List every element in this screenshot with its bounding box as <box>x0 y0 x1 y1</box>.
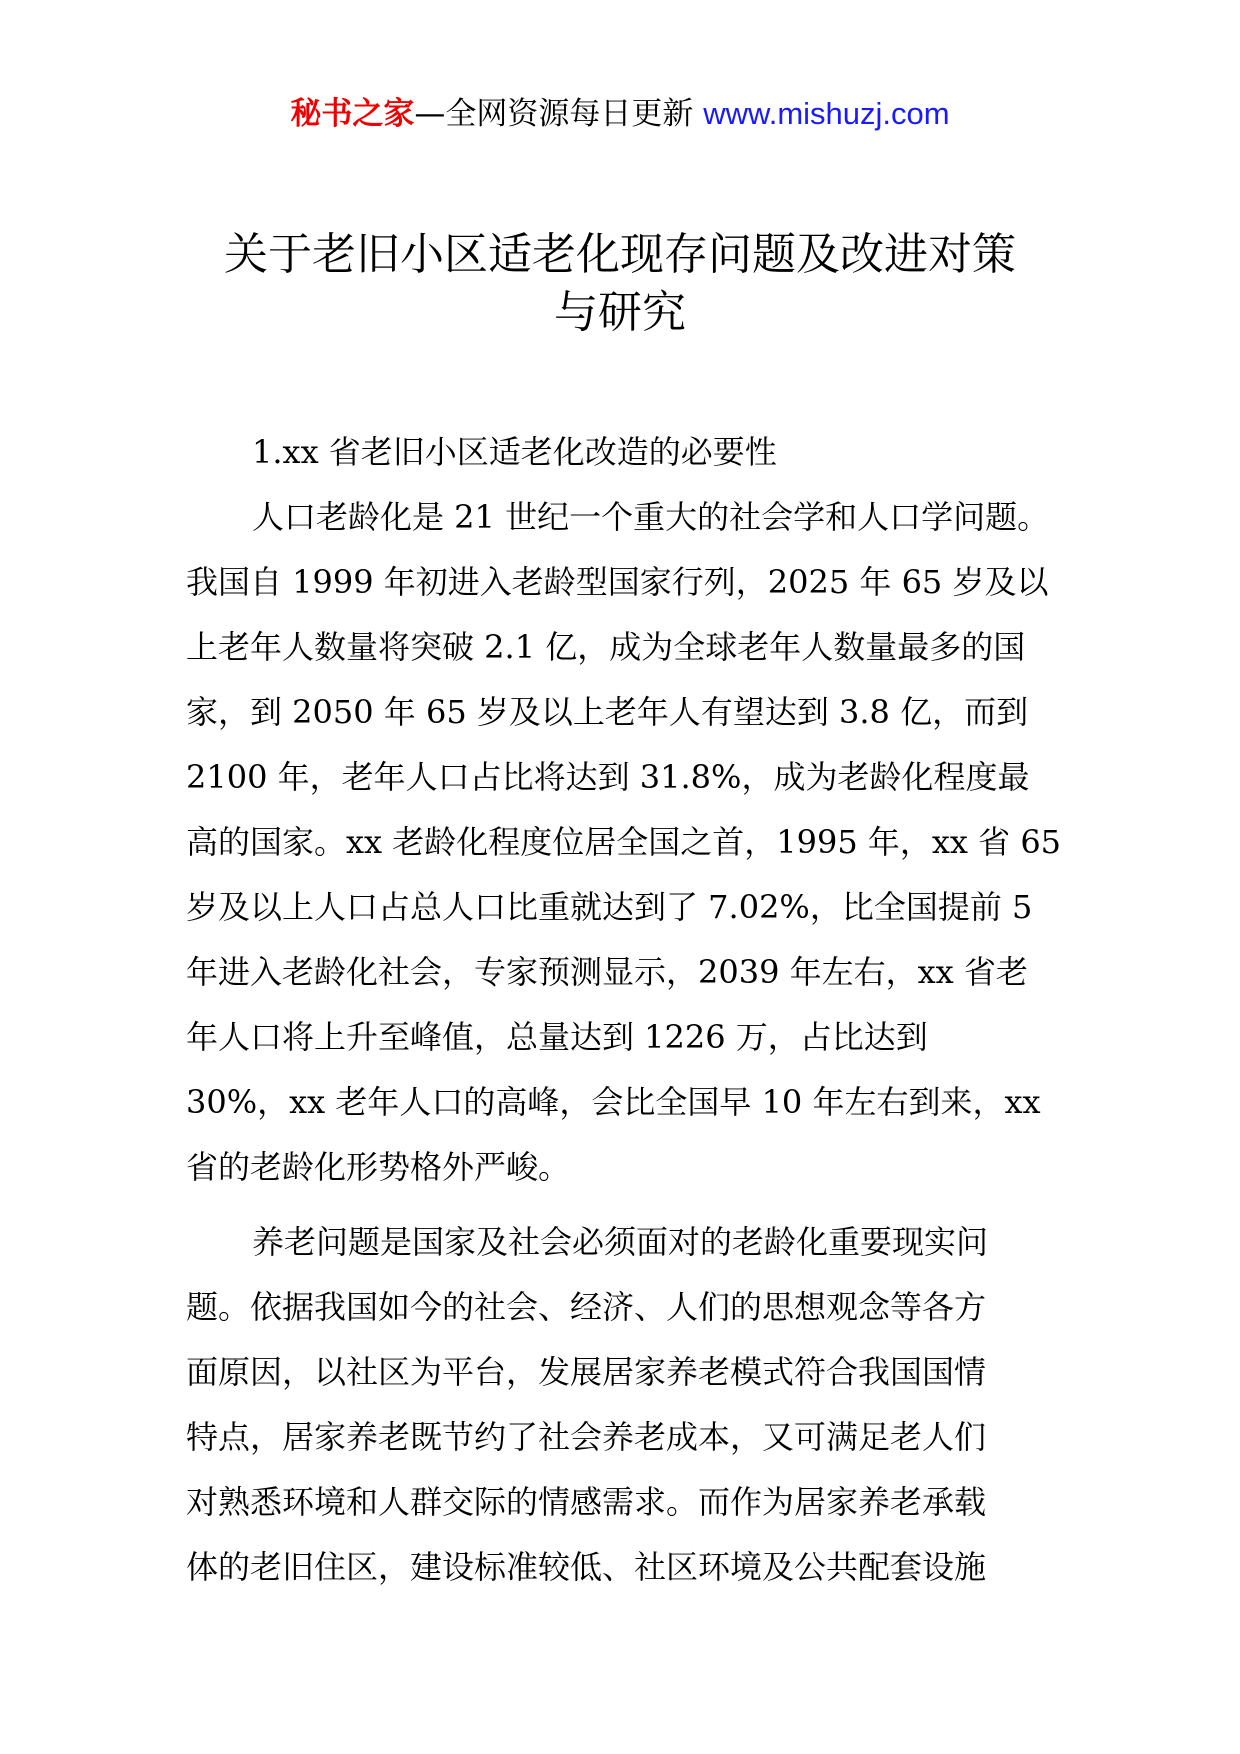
paragraph-line: 年进入老龄化社会，专家预测显示，2039 年左右，xx 省老 <box>186 953 1028 991</box>
section-heading: 1.xx 省老旧小区适老化改造的必要性 <box>252 433 777 471</box>
title-line-1: 关于老旧小区适老化现存问题及改进对策 <box>224 229 1016 280</box>
paragraph-line: 人口老龄化是 21 世纪一个重大的社会学和人口学问题。 <box>252 498 1050 536</box>
paragraph-line: 年人口将上升至峰值，总量达到 1226 万，占比达到 <box>186 1018 928 1056</box>
title-line-2: 与研究 <box>554 287 686 338</box>
site-url-link[interactable]: www.mishuzj.com <box>703 96 950 131</box>
paragraph-line: 特点，居家养老既节约了社会养老成本，又可满足老人们 <box>186 1418 987 1456</box>
paragraph-line: 省的老龄化形势格外严峻。 <box>186 1148 571 1186</box>
paragraph-1 <box>186 485 1062 1200</box>
document-body <box>186 420 1062 1600</box>
paragraph-line: 2100 年，老年人口占比将达到 31.8%，成为老龄化程度最 <box>186 758 1030 796</box>
paragraph-line: 养老问题是国家及社会必须面对的老龄化重要现实问 <box>252 1223 989 1261</box>
paragraph-line: 30%，xx 老年人口的高峰，会比全国早 10 年左右到来，xx <box>186 1083 1041 1121</box>
paragraph-line: 家，到 2050 年 65 岁及以上老年人有望达到 3.8 亿，而到 <box>186 693 1029 731</box>
site-header <box>0 94 1240 134</box>
paragraph-line: 岁及以上人口占总人口比重就达到了 7.02%，比全国提前 5 <box>186 888 1033 926</box>
paragraph-line: 体的老旧住区，建设标准较低、社区环境及公共配套设施 <box>186 1548 987 1586</box>
site-brand: 秘书之家 <box>290 96 415 132</box>
site-tagline: —全网资源每日更新 <box>414 96 704 132</box>
paragraph-line: 题。依据我国如今的社会、经济、人们的思想观念等各方 <box>186 1288 987 1326</box>
document-title <box>180 226 1060 342</box>
paragraph-line: 我国自 1999 年初进入老龄型国家行列，2025 年 65 岁及以 <box>186 563 1049 601</box>
paragraph-line: 对熟悉环境和人群交际的情感需求。而作为居家养老承载 <box>186 1483 987 1521</box>
paragraph-line: 面原因，以社区为平台，发展居家养老模式符合我国国情 <box>186 1353 987 1391</box>
paragraph-2 <box>186 1210 1054 1600</box>
paragraph-line: 高的国家。xx 老龄化程度位居全国之首，1995 年，xx 省 65 <box>186 823 1062 861</box>
paragraph-line: 上老年人数量将突破 2.1 亿，成为全球老年人数量最多的国 <box>186 628 1026 666</box>
